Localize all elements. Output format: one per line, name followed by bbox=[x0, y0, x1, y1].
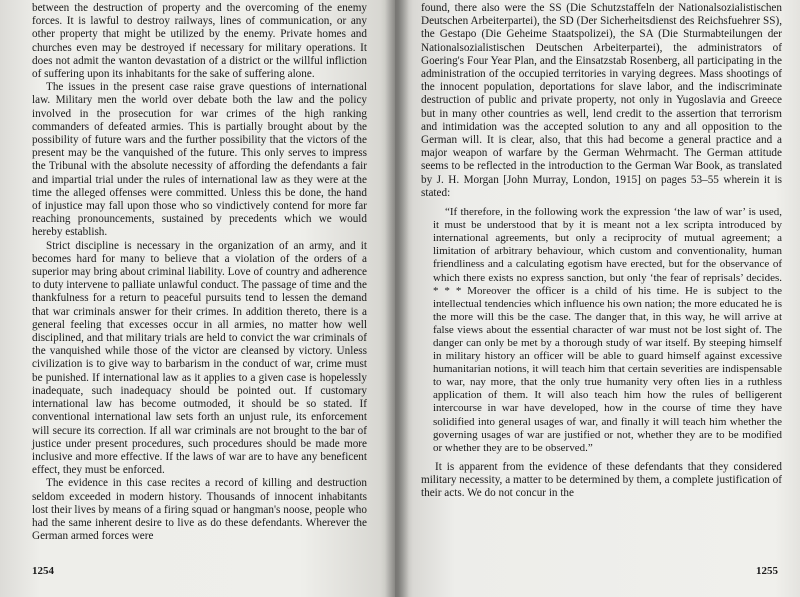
left-paragraph-2: The issues in the present case raise grave questions of international law. Military men the world over debate both the law and the policy involved in the prosecution for war crimes of the high ranking commanders of defeated armies. This is partially brought about by the possibility of future wars and the further possibility that the victors of the present may be the vanquished of the future. This only serves to impress the Tribunal with the absolute necessity of affording the defendants a fair and impartial trial under the rules of international law as they were at the time the alleged offenses were committed. Unless this be done, the hand of injustice may fall upon those who so vindictively contend for more far reaching pronouncements, sustained by precedents which we would hereby establish. bbox=[32, 81, 367, 239]
left-page bbox=[0, 0, 395, 597]
left-paragraph-4: The evidence in this case recites a record of killing and destruction seldom exceeded in modern history. Thousands of innocent inhabitants lost their lives by means of a firing squad or hangman's noose, people who had the same inherent desire to live as do these defendants. Wherever the German armed forces were bbox=[32, 477, 367, 543]
block-quote: “If therefore, in the following work the expression ‘the law of war’ is used, it must be understood that by it is meant not a lex scripta introduced by international agreements, but only a reciprocity of mutual agreement; a limitation of arbitrary behaviour, which custom and conventionality, human friendliness and a calculating egotism have erected, but for the observance of which there exists no express sanction, but only ‘the fear of reprisals’ decides. * * * Moreover the officer is a child of his time. He is subject to the intellectual tendencies which influence his own nation; the more educated he is the more will this be the case. The danger that, in this way, he will arrive at false views about the essential character of war must not be lost sight of. The danger can only be met by a thorough study of war itself. By steeping himself in military history an officer will be able to guard himself against excessive humanitarian notions, it will teach him that certain severities are indispensable to war, nay more, that the only true humanity very often lies in a ruthless application of them. It will also teach him how the rules of belligerent intercourse in war have developed, how in the course of time they have solidified into general usages of war, and finally it will teach him whether the governing usages of war are justified or not, whether they are to be modified or whether they are to be observed.” bbox=[433, 206, 782, 454]
right-paragraph-2: It is apparent from the evidence of these defendants that they considered military necessity, a matter to be determined by them, a complete justification of their acts. We do not concur in the bbox=[421, 460, 782, 500]
left-paragraph-1: between the destruction of property and the overcoming of the enemy forces. It is lawful to destroy railways, lines of communication, or any other property that might be utilized by the enemy. Private homes and churches even may be destroyed if necessary for military operations. It does not admit the wanton devastation of a district or the willful infliction of suffering upon its inhabitants for the sake of suffering alone. bbox=[32, 2, 367, 81]
right-page bbox=[395, 0, 800, 597]
right-page-number: 1255 bbox=[756, 565, 778, 577]
right-paragraph-1: found, there also were the SS (Die Schutzstaffeln der Nationalsozialistischen Deutschen Arbeiterpartei), the SD (Der Sicherheitsdienst des Reichsfuehrer SS), the Gestapo (Die Geheime Staatspolizei), the SA (Die Sturmabteilungen der Nationalsozialistischen Deutschen Arbeiterpartei), the administrators of Goering's Four Year Plan, and the Einsatzstab Rosenberg, all participating in the administration of the occupied territories in varying degrees. Mass shootings of the innocent population, deportations for slave labor, and the indiscriminate destruction of public and private property, not only in Yugoslavia and Greece but in many other countries as well, lend credit to the assertion that terrorism and intimidation was the accepted solution to any and all opposition to the German will. It is clear, also, that this had become a general practice and a major weapon of warfare by the German Wehrmacht. The German attitude seems to be reflected in the introduction to the German War Book, as translated by J. H. Morgan [John Murray, London, 1915] on pages 53–55 wherein it is stated: bbox=[421, 2, 782, 199]
left-paragraph-3: Strict discipline is necessary in the organization of an army, and it becomes hard for many to believe that a violation of the orders of a superior may bring about criminal liability. Love of country and adherence to duty intervene to palliate unlawful conduct. The passage of time and the thankfulness for a return to peaceful pursuits tend to lessen the demand that war criminals answer for their crimes. In addition thereto, there is a general feeling that excesses occur in all armies, no matter how well disciplined, and that military trials are held to convict the war criminals of the vanquished while those of the victor are cleansed by victory. Unless civilization is to give way to barbarism in the conduct of war, crime must be punished. If international law as it applies to a given case is hopelessly inadequate, such inadequacy should be pointed out. If customary international law has become outmoded, it should be so stated. If conventional international law sets forth an unjust rule, its enforcement will secure its correction. If all war criminals are not brought to the bar of justice under present procedures, such procedures should be made more inclusive and more effective. If the laws of war are to have any beneficent effect, they must be enforced. bbox=[32, 239, 367, 477]
left-page-number: 1254 bbox=[32, 565, 54, 577]
